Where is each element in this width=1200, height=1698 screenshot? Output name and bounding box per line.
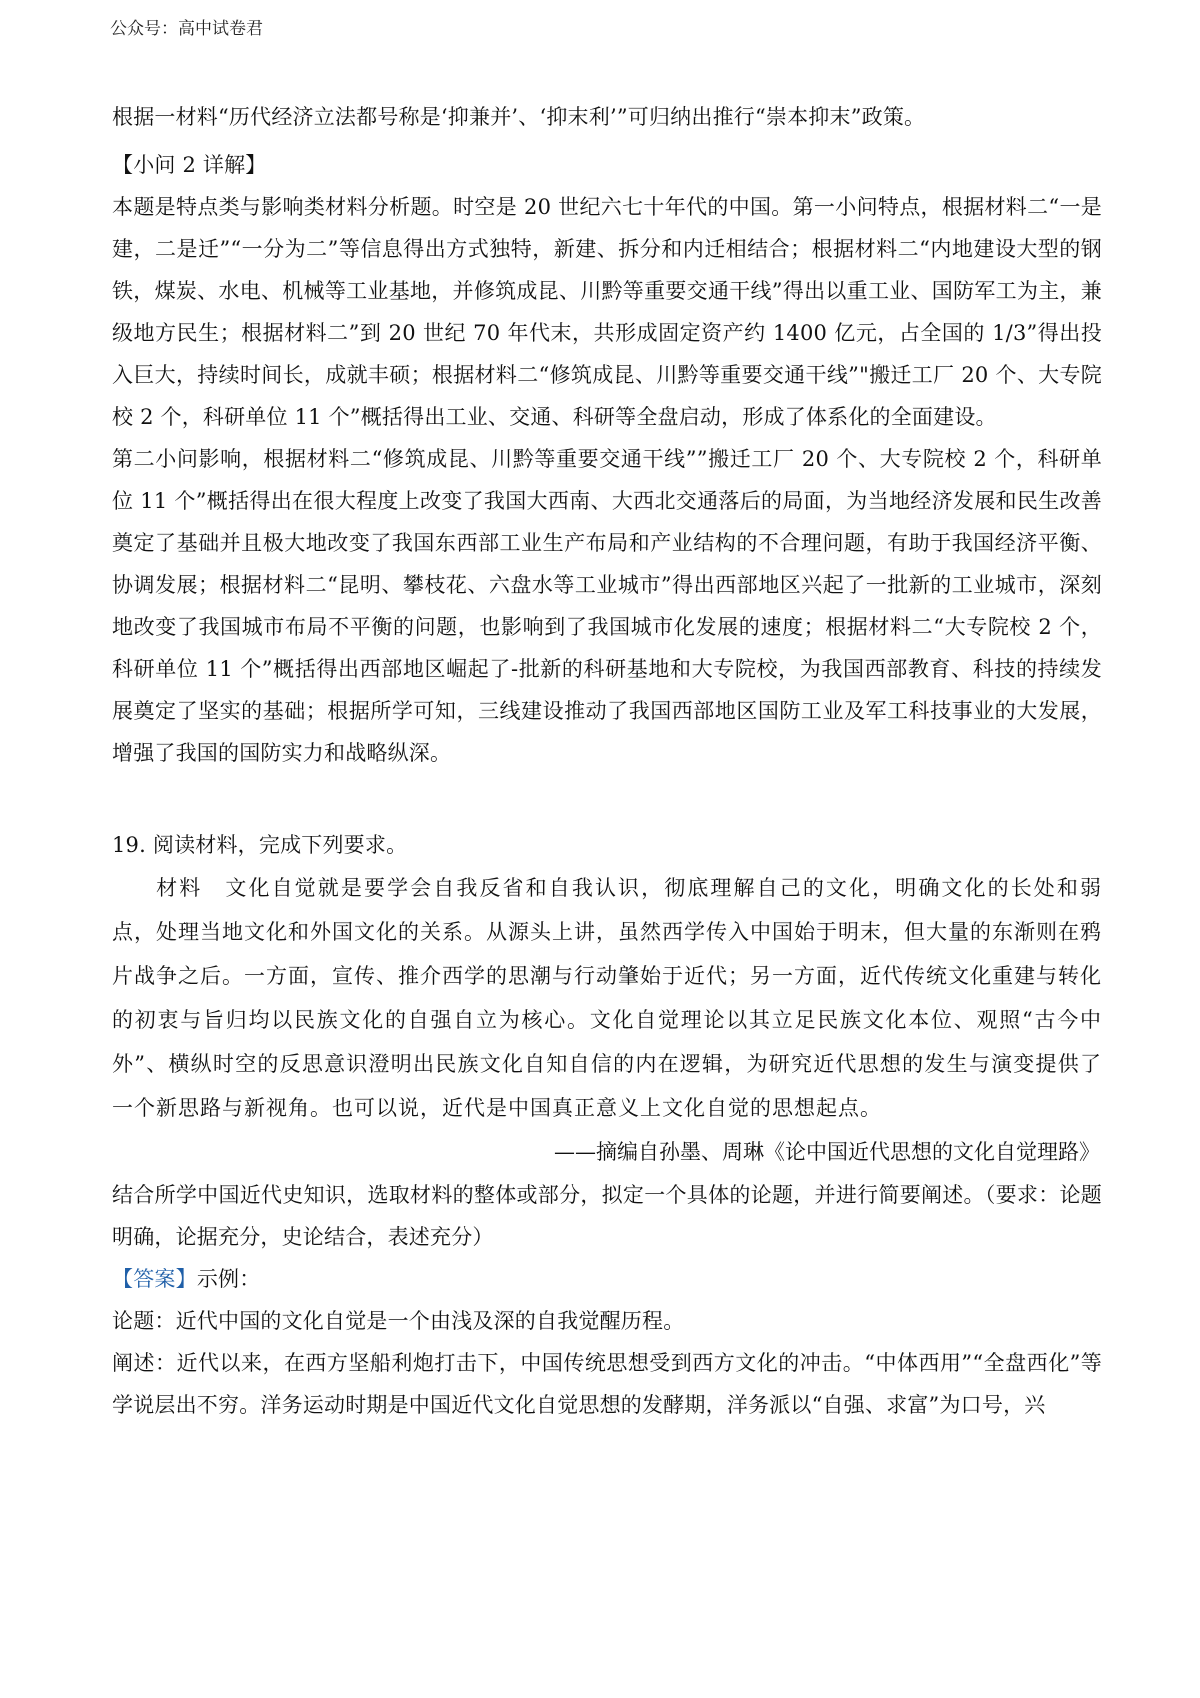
question-requirement: 结合所学中国近代史知识，选取材料的整体或部分，拟定一个具体的论题，并进行简要阐述。（要求：论题明确，论据充分，史论结合，表述充分）: [112, 1183, 1102, 1249]
answer-suffix: 示例：: [196, 1267, 261, 1291]
sub-question-heading: 【小问 2 详解】: [112, 153, 267, 177]
intro-paragraph: 根据一材料“历代经济立法都号称是‘抑兼并’、‘抑末利’”可归纳出推行“崇本抑末”政策。: [112, 105, 926, 129]
document-body: [112, 96, 1102, 1426]
analysis-paragraph-1: 本题是特点类与影响类材料分析题。时空是 20 世纪六七十年代的中国。第一小问特点，根据材料二“一是建，二是迁”“一分为二”等信息得出方式独特，新建、拆分和内迁相结合；根据材料二“内地建设大型的钢铁，煤炭、水电、机械等工业基地，并修筑成昆、川黔等重要交通干线”得出以重工业、国防军工为主，兼级地方民生；根据材料二”到 20 世纪 70 年代末，共形成固定资产约 1400 亿元，占全国的 1/3”得出投入巨大，持续时间长，成就丰硕；根据材料二“修筑成昆、川黔等重要交通干线”"搬迁工厂 20 个、大专院校 2 个，科研单位 11 个”概括得出工业、交通、科研等全盘启动，形成了体系化的全面建设。: [112, 195, 1102, 429]
page-header: 公众号：高中试卷君: [110, 19, 263, 39]
answer-thesis: 论题：近代中国的文化自觉是一个由浅及深的自我觉醒历程。: [112, 1309, 685, 1333]
answer-label: 【答案】: [112, 1267, 197, 1291]
section-gap: [112, 774, 1102, 824]
answer-elaboration: 阐述：近代以来，在西方坚船利炮打击下，中国传统思想受到西方文化的冲击。“中体西用”“全盘西化”等学说层出不穷。洋务运动时期是中国近代文化自觉思想的发酵期，洋务派以“自强、求富”为口号，兴: [112, 1351, 1102, 1417]
answer-line: [112, 1258, 1102, 1300]
material-source: ——摘编自孙墨、周琳《论中国近代思想的文化自觉理路》: [554, 1140, 1100, 1164]
question-title: 19. 阅读材料，完成下列要求。: [112, 833, 408, 857]
analysis-paragraph-2: 第二小问影响，根据材料二“修筑成昆、川黔等重要交通干线””搬迁工厂 20 个、大专院校 2 个，科研单位 11 个”概括得出在很大程度上改变了我国大西南、大西北交通落后的局面，为当地经济发展和民生改善奠定了基础并且极大地改变了我国东西部工业生产布局和产业结构的不合理问题，有助于我国经济平衡、协调发展；根据材料二“昆明、攀枝花、六盘水等工业城市”得出西部地区兴起了一批新的工业城市，深刻地改变了我国城市布局不平衡的问题，也影响到了我国城市化发展的速度；根据材料二“大专院校 2 个，科研单位 11 个”概括得出西部地区崛起了-批新的科研基地和大专院校，为我国西部教育、科技的持续发展奠定了坚实的基础；根据所学可知，三线建设推动了我国西部地区国防工业及军工科技事业的大发展，增强了我国的国防实力和战略纵深。: [112, 447, 1102, 765]
material-passage: 材料 文化自觉就是要学会自我反省和自我认识，彻底理解自己的文化，明确文化的长处和弱点，处理当地文化和外国文化的关系。从源头上讲，虽然西学传入中国始于明末，但大量的东渐则在鸦片战争之后。一方面，宣传、推介西学的思潮与行动肇始于近代；另一方面，近代传统文化重建与转化的初衷与旨归均以民族文化的自强自立为核心。文化自觉理论以其立足民族文化本位、观照“古今中外”、横纵时空的反思意识澄明出民族文化自知自信的内在逻辑，为研究近代思想的发生与演变提供了一个新思路与新视角。也可以说，近代是中国真正意义上文化自觉的思想起点。: [112, 876, 1102, 1120]
